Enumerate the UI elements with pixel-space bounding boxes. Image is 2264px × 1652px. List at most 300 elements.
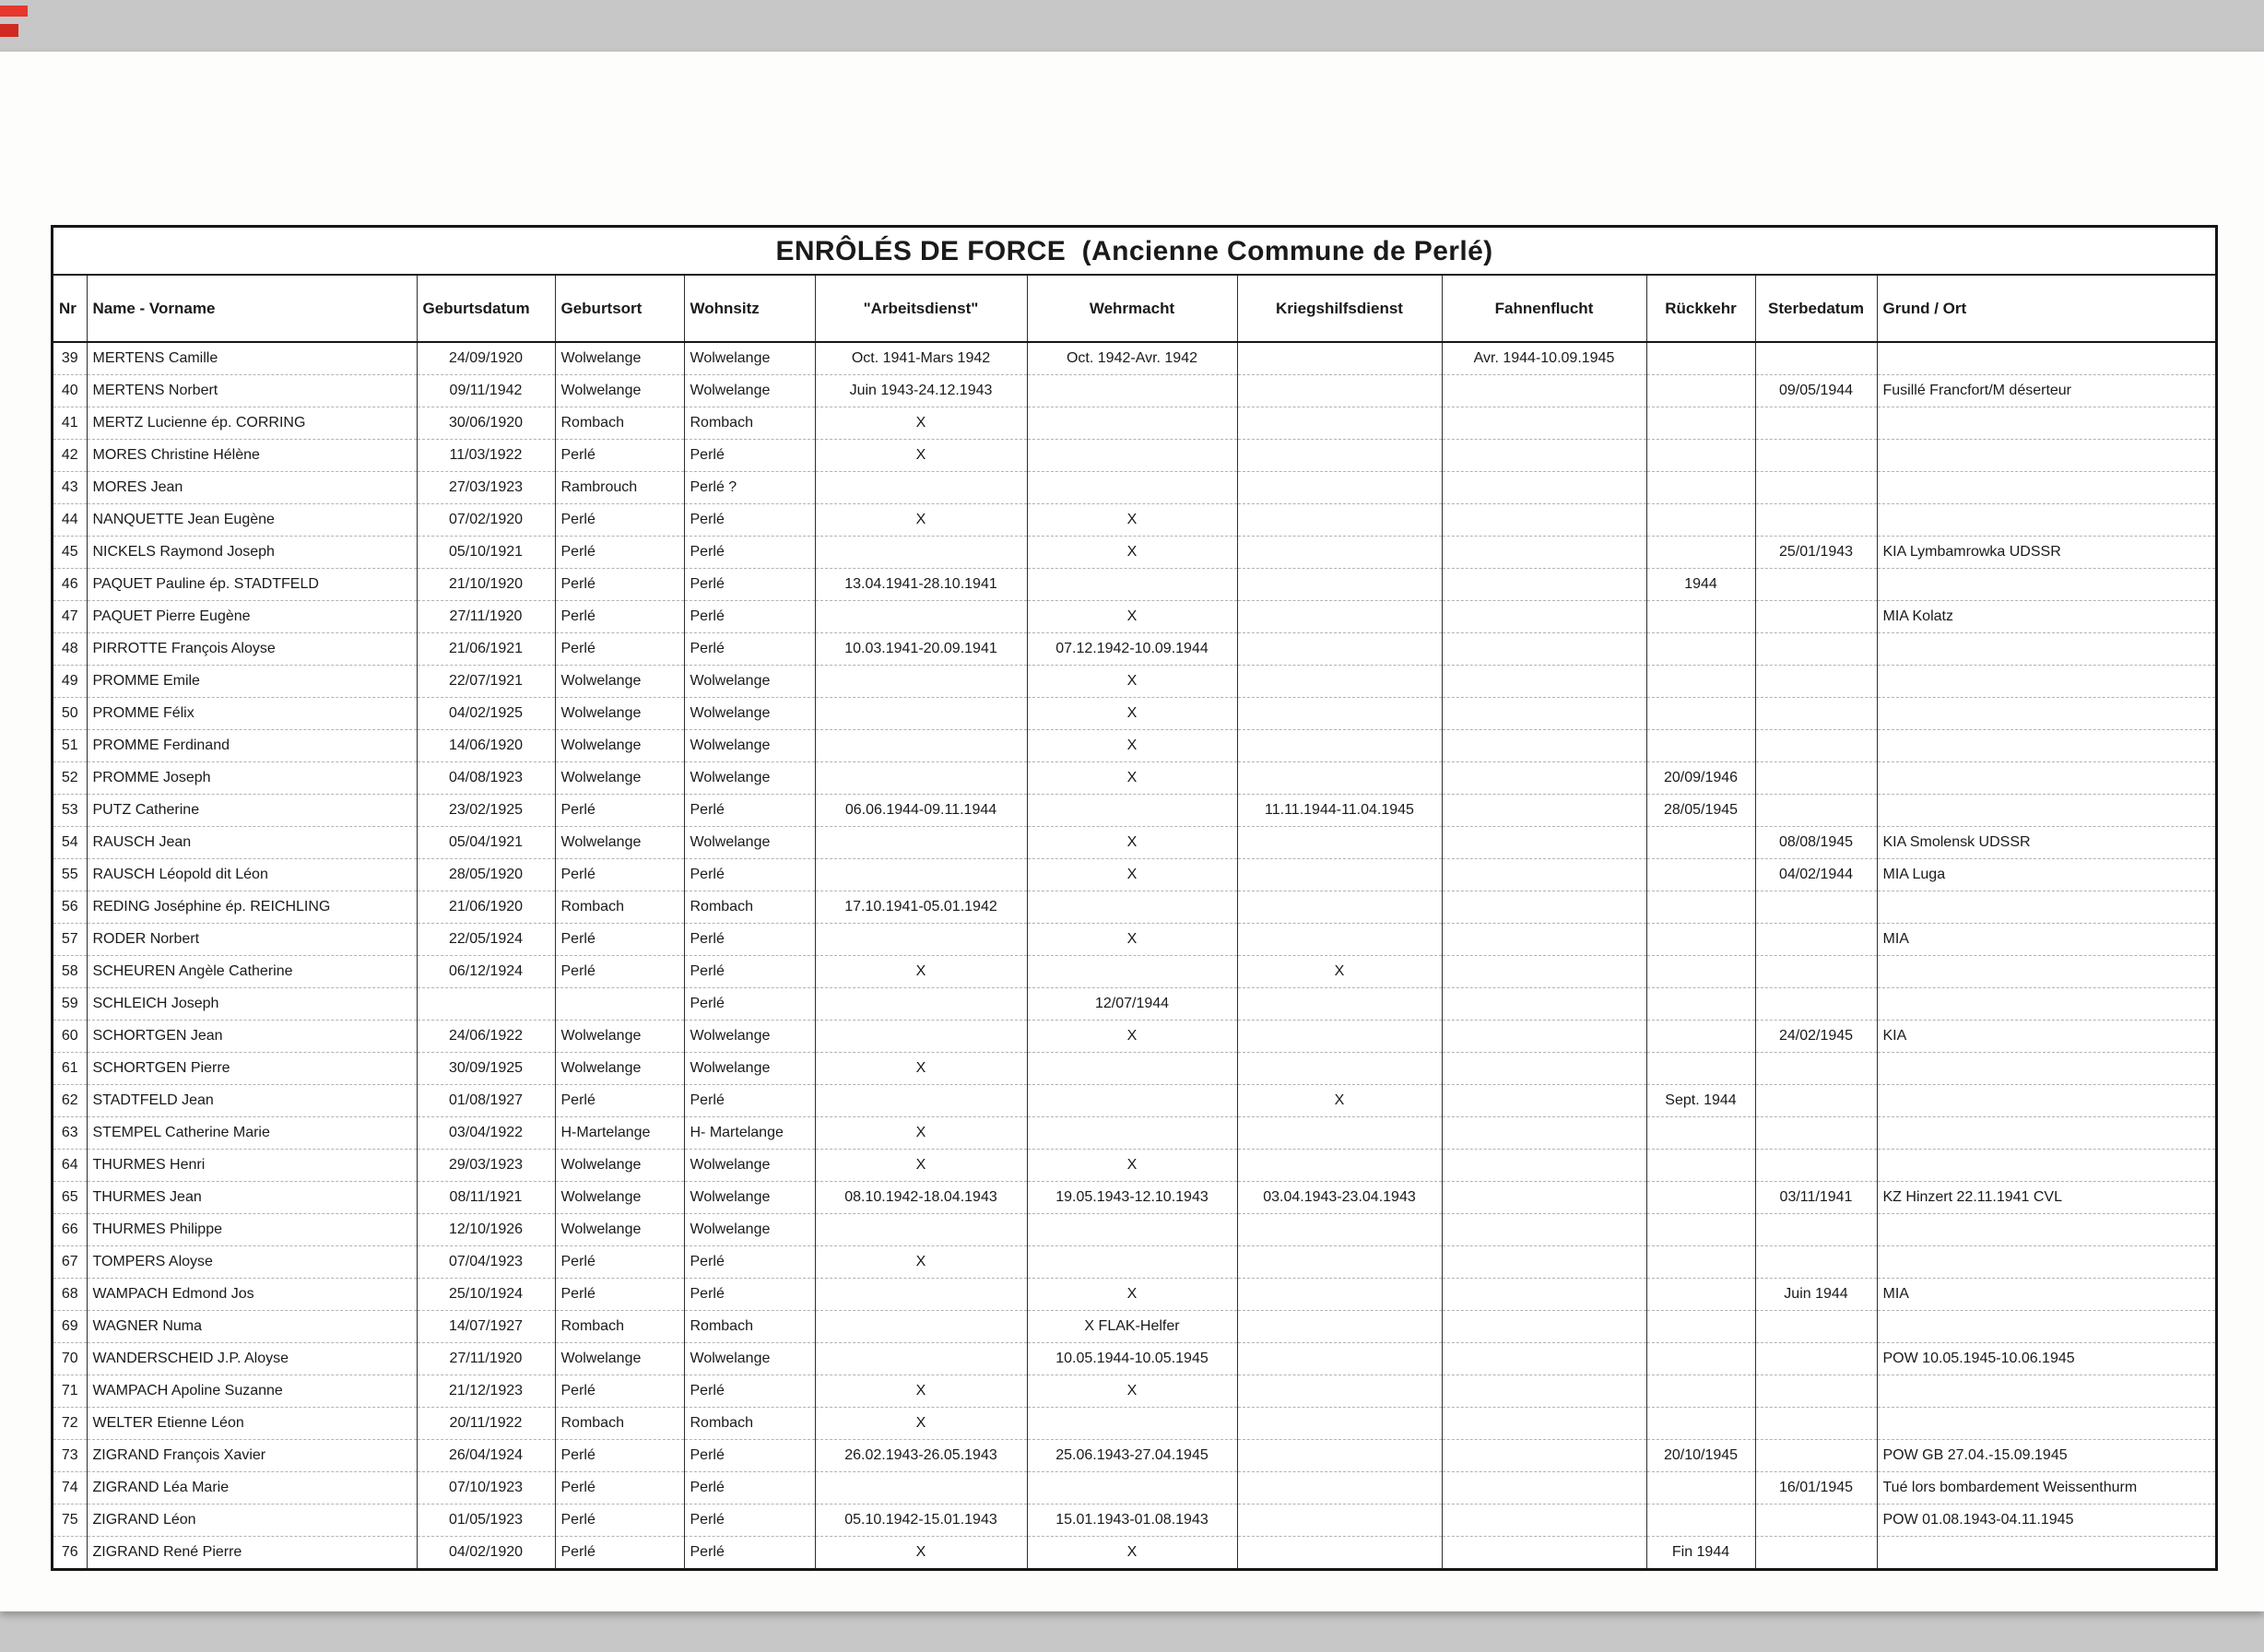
cell-sterbedatum: [1755, 1407, 1877, 1439]
cell-grund-ort: [1877, 1149, 2215, 1181]
cell-grund-ort: Fusillé Francfort/M déserteur: [1877, 374, 2215, 407]
cell-sterbedatum: [1755, 342, 1877, 374]
cell-geburtsdatum: 29/03/1923: [417, 1149, 555, 1181]
cell-rueckkehr: [1646, 826, 1755, 858]
cell-geburtsdatum: 30/09/1925: [417, 1052, 555, 1084]
cell-sterbedatum: [1755, 1310, 1877, 1342]
cell-arbeitsdienst: X: [815, 955, 1027, 987]
cell-fahnenflucht: [1442, 1116, 1646, 1149]
cell-sterbedatum: [1755, 665, 1877, 697]
cell-nr: 69: [53, 1310, 87, 1342]
cell-geburtsdatum: 25/10/1924: [417, 1278, 555, 1310]
cell-kriegshilfsdienst: [1237, 1471, 1442, 1504]
cell-rueckkehr: [1646, 1149, 1755, 1181]
cell-kriegshilfsdienst: [1237, 923, 1442, 955]
cell-grund-ort: [1877, 1052, 2215, 1084]
cell-name: MORES Christine Hélène: [87, 439, 417, 471]
table-row: [53, 955, 2215, 987]
cell-geburtsort: Perlé: [555, 1536, 684, 1568]
cell-wohnsitz: Perlé: [684, 794, 815, 826]
cell-geburtsdatum: 06/12/1924: [417, 955, 555, 987]
cell-name: SCHEUREN Angèle Catherine: [87, 955, 417, 987]
cell-nr: 39: [53, 342, 87, 374]
cell-geburtsort: Wolwelange: [555, 1052, 684, 1084]
cell-name: WAGNER Numa: [87, 1310, 417, 1342]
cell-geburtsdatum: 01/05/1923: [417, 1504, 555, 1536]
cell-arbeitsdienst: X: [815, 1407, 1027, 1439]
column-header-fahnenflucht: Fahnenflucht: [1442, 276, 1646, 342]
cell-sterbedatum: 24/02/1945: [1755, 1020, 1877, 1052]
cell-fahnenflucht: [1442, 471, 1646, 503]
table-body: [53, 342, 2215, 1568]
cell-fahnenflucht: [1442, 987, 1646, 1020]
cell-name: REDING Joséphine ép. REICHLING: [87, 891, 417, 923]
cell-arbeitsdienst: [815, 697, 1027, 729]
cell-grund-ort: [1877, 1213, 2215, 1245]
cell-grund-ort: [1877, 955, 2215, 987]
cell-rueckkehr: [1646, 1278, 1755, 1310]
cell-nr: 59: [53, 987, 87, 1020]
cell-rueckkehr: [1646, 374, 1755, 407]
cell-nr: 48: [53, 632, 87, 665]
cell-name: MERTENS Camille: [87, 342, 417, 374]
cell-sterbedatum: [1755, 1149, 1877, 1181]
cell-kriegshilfsdienst: [1237, 858, 1442, 891]
cell-wehrmacht: X: [1027, 503, 1237, 536]
cell-nr: 72: [53, 1407, 87, 1439]
cell-fahnenflucht: [1442, 1149, 1646, 1181]
cell-arbeitsdienst: 06.06.1944-09.11.1944: [815, 794, 1027, 826]
cell-geburtsdatum: 08/11/1921: [417, 1181, 555, 1213]
column-header-sterbedatum: Sterbedatum: [1755, 276, 1877, 342]
cell-kriegshilfsdienst: [1237, 568, 1442, 600]
cell-wehrmacht: X: [1027, 1536, 1237, 1568]
cell-geburtsdatum: 05/10/1921: [417, 536, 555, 568]
cell-nr: 44: [53, 503, 87, 536]
cell-geburtsort: Wolwelange: [555, 1020, 684, 1052]
cell-wehrmacht: X: [1027, 1149, 1237, 1181]
table-row: [53, 1149, 2215, 1181]
cell-name: MERTZ Lucienne ép. CORRING: [87, 407, 417, 439]
cell-fahnenflucht: [1442, 1052, 1646, 1084]
cell-wohnsitz: Rombach: [684, 1407, 815, 1439]
cell-name: SCHLEICH Joseph: [87, 987, 417, 1020]
cell-wehrmacht: [1027, 439, 1237, 471]
cell-geburtsort: H-Martelange: [555, 1116, 684, 1149]
cell-arbeitsdienst: [815, 600, 1027, 632]
cell-grund-ort: [1877, 891, 2215, 923]
table-row: [53, 1245, 2215, 1278]
cell-geburtsdatum: 27/11/1920: [417, 600, 555, 632]
cell-geburtsdatum: 07/02/1920: [417, 503, 555, 536]
cell-name: SCHORTGEN Pierre: [87, 1052, 417, 1084]
cell-grund-ort: [1877, 1084, 2215, 1116]
table-row: [53, 1536, 2215, 1568]
cell-grund-ort: [1877, 1116, 2215, 1149]
cell-name: PROMME Ferdinand: [87, 729, 417, 761]
cell-rueckkehr: [1646, 1375, 1755, 1407]
cell-name: THURMES Jean: [87, 1181, 417, 1213]
cell-geburtsort: Perlé: [555, 1278, 684, 1310]
cell-sterbedatum: [1755, 600, 1877, 632]
cell-geburtsort: Rombach: [555, 1310, 684, 1342]
cell-nr: 55: [53, 858, 87, 891]
cell-nr: 71: [53, 1375, 87, 1407]
cell-geburtsdatum: 14/06/1920: [417, 729, 555, 761]
cell-name: STADTFELD Jean: [87, 1084, 417, 1116]
cell-grund-ort: [1877, 987, 2215, 1020]
cell-geburtsort: Rombach: [555, 891, 684, 923]
cell-grund-ort: [1877, 697, 2215, 729]
cell-name: THURMES Philippe: [87, 1213, 417, 1245]
cell-fahnenflucht: [1442, 1213, 1646, 1245]
table-row: [53, 471, 2215, 503]
cell-grund-ort: [1877, 342, 2215, 374]
cell-grund-ort: [1877, 503, 2215, 536]
cell-rueckkehr: [1646, 1245, 1755, 1278]
cell-wohnsitz: Wolwelange: [684, 697, 815, 729]
cell-grund-ort: [1877, 1375, 2215, 1407]
column-header-kriegshilfsdienst: Kriegshilfsdienst: [1237, 276, 1442, 342]
cell-nr: 63: [53, 1116, 87, 1149]
cell-arbeitsdienst: [815, 923, 1027, 955]
cell-kriegshilfsdienst: [1237, 1149, 1442, 1181]
cell-arbeitsdienst: [815, 761, 1027, 794]
cell-nr: 57: [53, 923, 87, 955]
cell-nr: 46: [53, 568, 87, 600]
cell-sterbedatum: [1755, 1245, 1877, 1278]
cell-name: ZIGRAND Léon: [87, 1504, 417, 1536]
cell-wehrmacht: [1027, 1245, 1237, 1278]
cell-wehrmacht: X: [1027, 729, 1237, 761]
table-row: [53, 1181, 2215, 1213]
cell-geburtsort: Perlé: [555, 794, 684, 826]
cell-name: PAQUET Pierre Eugène: [87, 600, 417, 632]
cell-geburtsort: Wolwelange: [555, 1213, 684, 1245]
cell-wohnsitz: Perlé: [684, 536, 815, 568]
cell-kriegshilfsdienst: [1237, 1116, 1442, 1149]
cell-arbeitsdienst: X: [815, 1149, 1027, 1181]
cell-name: STEMPEL Catherine Marie: [87, 1116, 417, 1149]
cell-kriegshilfsdienst: [1237, 826, 1442, 858]
cell-geburtsdatum: 26/04/1924: [417, 1439, 555, 1471]
cell-fahnenflucht: [1442, 826, 1646, 858]
cell-wohnsitz: Perlé: [684, 923, 815, 955]
cell-nr: 75: [53, 1504, 87, 1536]
cell-fahnenflucht: [1442, 536, 1646, 568]
cell-wehrmacht: 07.12.1942-10.09.1944: [1027, 632, 1237, 665]
cell-wohnsitz: Perlé: [684, 858, 815, 891]
cell-wehrmacht: [1027, 471, 1237, 503]
document-page: [0, 52, 2264, 1611]
cell-sterbedatum: [1755, 729, 1877, 761]
cell-fahnenflucht: [1442, 1278, 1646, 1310]
red-scan-mark: [0, 6, 28, 17]
cell-geburtsort: Wolwelange: [555, 761, 684, 794]
cell-nr: 56: [53, 891, 87, 923]
cell-geburtsdatum: 14/07/1927: [417, 1310, 555, 1342]
cell-geburtsort: Perlé: [555, 568, 684, 600]
cell-kriegshilfsdienst: [1237, 761, 1442, 794]
cell-kriegshilfsdienst: [1237, 503, 1442, 536]
cell-fahnenflucht: [1442, 1181, 1646, 1213]
cell-wohnsitz: Wolwelange: [684, 374, 815, 407]
cell-geburtsort: Wolwelange: [555, 729, 684, 761]
cell-geburtsdatum: 12/10/1926: [417, 1213, 555, 1245]
cell-kriegshilfsdienst: [1237, 697, 1442, 729]
cell-arbeitsdienst: [815, 729, 1027, 761]
table-row: [53, 794, 2215, 826]
cell-rueckkehr: [1646, 697, 1755, 729]
cell-rueckkehr: [1646, 1407, 1755, 1439]
cell-sterbedatum: [1755, 1213, 1877, 1245]
cell-arbeitsdienst: [815, 1213, 1027, 1245]
cell-kriegshilfsdienst: [1237, 1375, 1442, 1407]
cell-fahnenflucht: [1442, 407, 1646, 439]
table-row: [53, 342, 2215, 374]
cell-fahnenflucht: [1442, 761, 1646, 794]
cell-name: PROMME Félix: [87, 697, 417, 729]
cell-geburtsdatum: 22/05/1924: [417, 923, 555, 955]
cell-fahnenflucht: [1442, 1407, 1646, 1439]
cell-rueckkehr: [1646, 600, 1755, 632]
cell-nr: 41: [53, 407, 87, 439]
cell-grund-ort: [1877, 568, 2215, 600]
cell-nr: 68: [53, 1278, 87, 1310]
cell-geburtsort: Perlé: [555, 1504, 684, 1536]
cell-nr: 74: [53, 1471, 87, 1504]
cell-geburtsort: Wolwelange: [555, 1342, 684, 1375]
cell-wehrmacht: [1027, 1116, 1237, 1149]
cell-geburtsdatum: [417, 987, 555, 1020]
cell-grund-ort: [1877, 1245, 2215, 1278]
cell-geburtsdatum: 24/06/1922: [417, 1020, 555, 1052]
cell-geburtsort: [555, 987, 684, 1020]
cell-grund-ort: MIA Luga: [1877, 858, 2215, 891]
cell-grund-ort: MIA: [1877, 923, 2215, 955]
cell-nr: 60: [53, 1020, 87, 1052]
cell-fahnenflucht: [1442, 568, 1646, 600]
cell-wohnsitz: Perlé: [684, 600, 815, 632]
cell-arbeitsdienst: X: [815, 407, 1027, 439]
cell-name: PROMME Joseph: [87, 761, 417, 794]
cell-grund-ort: POW 10.05.1945-10.06.1945: [1877, 1342, 2215, 1375]
cell-grund-ort: [1877, 794, 2215, 826]
cell-rueckkehr: [1646, 1116, 1755, 1149]
cell-wehrmacht: X: [1027, 1278, 1237, 1310]
cell-wohnsitz: Wolwelange: [684, 1342, 815, 1375]
cell-sterbedatum: [1755, 923, 1877, 955]
table-row: [53, 1342, 2215, 1375]
cell-kriegshilfsdienst: 03.04.1943-23.04.1943: [1237, 1181, 1442, 1213]
cell-fahnenflucht: [1442, 1020, 1646, 1052]
header-row: [53, 276, 2215, 342]
cell-wohnsitz: Perlé: [684, 1471, 815, 1504]
cell-geburtsdatum: 21/12/1923: [417, 1375, 555, 1407]
cell-geburtsdatum: 27/11/1920: [417, 1342, 555, 1375]
cell-arbeitsdienst: [815, 1342, 1027, 1375]
cell-geburtsdatum: 27/03/1923: [417, 471, 555, 503]
cell-sterbedatum: [1755, 1536, 1877, 1568]
cell-name: WAMPACH Apoline Suzanne: [87, 1375, 417, 1407]
cell-rueckkehr: [1646, 1052, 1755, 1084]
cell-wehrmacht: [1027, 955, 1237, 987]
cell-arbeitsdienst: 05.10.1942-15.01.1943: [815, 1504, 1027, 1536]
cell-kriegshilfsdienst: [1237, 407, 1442, 439]
table-row: [53, 1471, 2215, 1504]
cell-sterbedatum: [1755, 503, 1877, 536]
cell-geburtsdatum: 30/06/1920: [417, 407, 555, 439]
cell-kriegshilfsdienst: [1237, 891, 1442, 923]
cell-kriegshilfsdienst: [1237, 536, 1442, 568]
cell-rueckkehr: [1646, 471, 1755, 503]
cell-geburtsort: Rombach: [555, 407, 684, 439]
cell-rueckkehr: [1646, 891, 1755, 923]
cell-nr: 45: [53, 536, 87, 568]
cell-fahnenflucht: [1442, 891, 1646, 923]
cell-kriegshilfsdienst: [1237, 1310, 1442, 1342]
cell-geburtsort: Wolwelange: [555, 1149, 684, 1181]
cell-sterbedatum: [1755, 1504, 1877, 1536]
cell-geburtsort: Perlé: [555, 1375, 684, 1407]
cell-wehrmacht: X: [1027, 697, 1237, 729]
cell-sterbedatum: [1755, 794, 1877, 826]
page-title: ENRÔLÉS DE FORCE (Ancienne Commune de Perlé): [53, 228, 2215, 276]
cell-grund-ort: [1877, 439, 2215, 471]
cell-fahnenflucht: [1442, 955, 1646, 987]
cell-name: ZIGRAND Léa Marie: [87, 1471, 417, 1504]
cell-wohnsitz: Rombach: [684, 1310, 815, 1342]
cell-arbeitsdienst: X: [815, 1116, 1027, 1149]
table-row: [53, 858, 2215, 891]
cell-grund-ort: [1877, 632, 2215, 665]
cell-wohnsitz: Wolwelange: [684, 1181, 815, 1213]
cell-rueckkehr: [1646, 1020, 1755, 1052]
cell-wohnsitz: Wolwelange: [684, 1149, 815, 1181]
cell-name: PROMME Emile: [87, 665, 417, 697]
cell-sterbedatum: 25/01/1943: [1755, 536, 1877, 568]
cell-fahnenflucht: [1442, 600, 1646, 632]
cell-rueckkehr: Fin 1944: [1646, 1536, 1755, 1568]
cell-grund-ort: [1877, 729, 2215, 761]
cell-fahnenflucht: [1442, 794, 1646, 826]
table-row: [53, 1052, 2215, 1084]
cell-sterbedatum: [1755, 1116, 1877, 1149]
cell-sterbedatum: [1755, 1342, 1877, 1375]
cell-sterbedatum: 08/08/1945: [1755, 826, 1877, 858]
cell-fahnenflucht: [1442, 1375, 1646, 1407]
cell-name: WAMPACH Edmond Jos: [87, 1278, 417, 1310]
cell-geburtsort: Rombach: [555, 1407, 684, 1439]
cell-grund-ort: [1877, 407, 2215, 439]
cell-rueckkehr: [1646, 1504, 1755, 1536]
cell-kriegshilfsdienst: [1237, 729, 1442, 761]
cell-fahnenflucht: [1442, 729, 1646, 761]
table-row: [53, 407, 2215, 439]
cell-nr: 64: [53, 1149, 87, 1181]
cell-arbeitsdienst: [815, 1310, 1027, 1342]
cell-wehrmacht: [1027, 407, 1237, 439]
table-row: [53, 536, 2215, 568]
cell-wehrmacht: X: [1027, 536, 1237, 568]
cell-sterbedatum: [1755, 1439, 1877, 1471]
cell-arbeitsdienst: 26.02.1943-26.05.1943: [815, 1439, 1027, 1471]
cell-arbeitsdienst: X: [815, 1245, 1027, 1278]
column-header-arbeitsdienst: "Arbeitsdienst": [815, 276, 1027, 342]
cell-kriegshilfsdienst: X: [1237, 955, 1442, 987]
column-header-geburtsdatum: Geburtsdatum: [417, 276, 555, 342]
cell-geburtsdatum: 01/08/1927: [417, 1084, 555, 1116]
cell-wohnsitz: Wolwelange: [684, 1052, 815, 1084]
cell-geburtsort: Perlé: [555, 1084, 684, 1116]
cell-kriegshilfsdienst: [1237, 987, 1442, 1020]
cell-nr: 47: [53, 600, 87, 632]
cell-grund-ort: KIA: [1877, 1020, 2215, 1052]
cell-name: PIRROTTE François Aloyse: [87, 632, 417, 665]
cell-geburtsort: Perlé: [555, 955, 684, 987]
table-row: [53, 923, 2215, 955]
cell-sterbedatum: [1755, 1375, 1877, 1407]
cell-geburtsort: Wolwelange: [555, 374, 684, 407]
cell-geburtsort: Wolwelange: [555, 342, 684, 374]
cell-nr: 51: [53, 729, 87, 761]
cell-geburtsdatum: 07/10/1923: [417, 1471, 555, 1504]
column-header-grund-ort: Grund / Ort: [1877, 276, 2215, 342]
cell-geburtsdatum: 21/10/1920: [417, 568, 555, 600]
cell-wehrmacht: X: [1027, 1020, 1237, 1052]
table-row: [53, 1310, 2215, 1342]
cell-nr: 42: [53, 439, 87, 471]
cell-wohnsitz: Wolwelange: [684, 761, 815, 794]
cell-nr: 73: [53, 1439, 87, 1471]
cell-kriegshilfsdienst: [1237, 1020, 1442, 1052]
cell-wehrmacht: [1027, 794, 1237, 826]
cell-fahnenflucht: [1442, 1342, 1646, 1375]
cell-wehrmacht: X: [1027, 923, 1237, 955]
cell-wohnsitz: Perlé: [684, 1504, 815, 1536]
cell-nr: 70: [53, 1342, 87, 1375]
table-row: [53, 1375, 2215, 1407]
cell-rueckkehr: Sept. 1944: [1646, 1084, 1755, 1116]
table-row: [53, 1213, 2215, 1245]
cell-nr: 53: [53, 794, 87, 826]
cell-fahnenflucht: [1442, 439, 1646, 471]
cell-rueckkehr: [1646, 536, 1755, 568]
cell-fahnenflucht: [1442, 923, 1646, 955]
cell-geburtsdatum: 20/11/1922: [417, 1407, 555, 1439]
cell-kriegshilfsdienst: [1237, 374, 1442, 407]
cell-grund-ort: POW GB 27.04.-15.09.1945: [1877, 1439, 2215, 1471]
column-header-nr: Nr: [53, 276, 87, 342]
cell-name: PAQUET Pauline ép. STADTFELD: [87, 568, 417, 600]
cell-fahnenflucht: [1442, 1310, 1646, 1342]
cell-kriegshilfsdienst: [1237, 342, 1442, 374]
cell-geburtsort: Wolwelange: [555, 826, 684, 858]
cell-name: TOMPERS Aloyse: [87, 1245, 417, 1278]
cell-geburtsort: Perlé: [555, 1439, 684, 1471]
cell-name: MERTENS Norbert: [87, 374, 417, 407]
cell-nr: 50: [53, 697, 87, 729]
cell-wehrmacht: [1027, 1052, 1237, 1084]
cell-wehrmacht: [1027, 891, 1237, 923]
cell-geburtsdatum: 09/11/1942: [417, 374, 555, 407]
cell-kriegshilfsdienst: [1237, 471, 1442, 503]
cell-geburtsort: Perlé: [555, 439, 684, 471]
cell-geburtsdatum: 21/06/1920: [417, 891, 555, 923]
cell-wohnsitz: Rombach: [684, 407, 815, 439]
cell-rueckkehr: 1944: [1646, 568, 1755, 600]
table-row: [53, 729, 2215, 761]
